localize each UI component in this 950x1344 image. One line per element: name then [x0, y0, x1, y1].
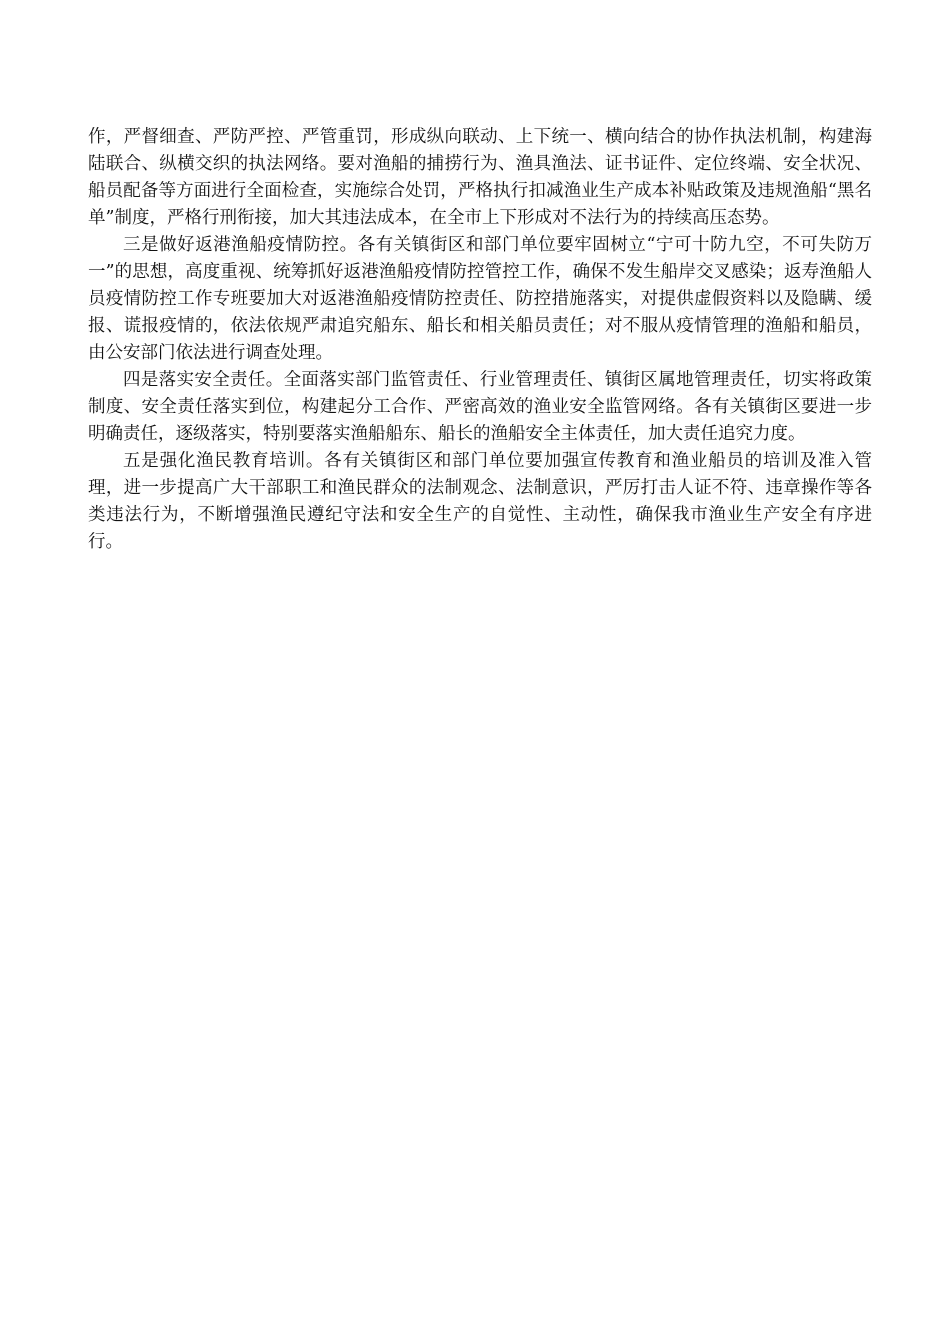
paragraph-continuation: 作，严督细查、严防严控、严管重罚，形成纵向联动、上下统一、横向结合的协作执法机制，构建海陆联合、纵横交织的执法网络。要对渔船的捕捞行为、渔具渔法、证书证件、定位终端、安全状况、船员配备等方面进行全面检查，实施综合处罚，严格执行扣减渔业生产成本补贴政策及违规渔船“黑名单”制度，严格行刑衔接，加大其违法成本，在全市上下形成对不法行为的持续高压态势。 — [88, 127, 872, 228]
paragraph-epidemic-control: 三是做好返港渔船疫情防控。各有关镇街区和部门单位要牢固树立“宁可十防九空，不可失防万一”的思想，高度重视、统筹抓好返港渔船疫情防控管控工作，确保不发生船岸交叉感染；返寿渔船人员疫情防控工作专班要加大对返港渔船疫情防控责任、防控措施落实，对提供虚假资料以及隐瞒、缓报、谎报疫情的，依法依规严肃追究船东、船长和相关船员责任；对不服从疫情管理的渔船和船员，由公安部门依法进行调查处理。 — [88, 235, 872, 363]
paragraph-safety-responsibility: 四是落实安全责任。全面落实部门监管责任、行业管理责任、镇街区属地管理责任，切实将政策制度、安全责任落实到位，构建起分工合作、严密高效的渔业安全监管网络。各有关镇街区要进一步明确责任，逐级落实，特别要落实渔船船东、船长的渔船安全主体责任，加大责任追究力度。 — [88, 370, 872, 444]
document-body — [88, 124, 872, 556]
paragraph-fisher-training: 五是强化渔民教育培训。各有关镇街区和部门单位要加强宣传教育和渔业船员的培训及准入管理，进一步提高广大干部职工和渔民群众的法制观念、法制意识，严厉打击人证不符、违章操作等各类违法行为，不断增强渔民遵纪守法和安全生产的自觉性、主动性，确保我市渔业生产安全有序进行。 — [88, 451, 872, 552]
